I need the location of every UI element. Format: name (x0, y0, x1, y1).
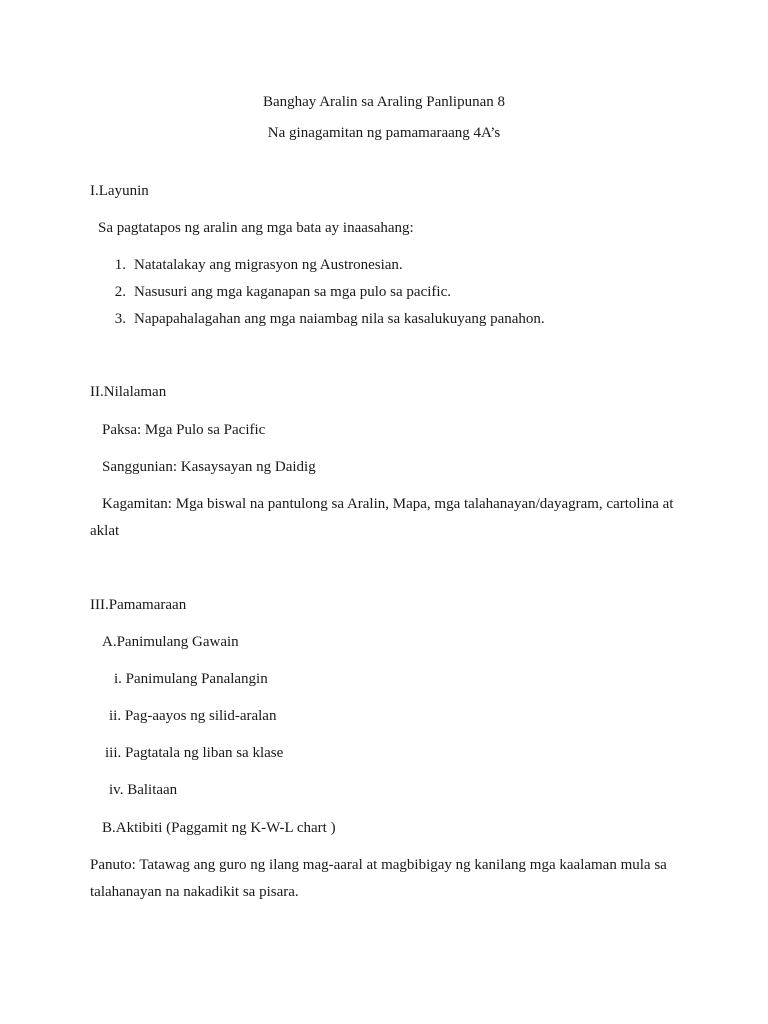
kagamitan-line: Kagamitan: Mga biswal na pantulong sa Aralin, Mapa, mga talahanayan/dayagram, cartolina at (102, 496, 674, 512)
panuto-line: Panuto: Tatawag ang guro ng ilang mag-aaral at magbibigay ng kanilang mga kaalaman mula sa (90, 857, 667, 873)
panuto-line-continued: talahanayan na nakadikit sa pisara. (90, 884, 299, 900)
list-item (104, 283, 451, 301)
list-number: 2. (114, 284, 126, 300)
section-heading-pamamaraan: III.Pamamaraan (90, 597, 187, 613)
list-number: 1. (114, 257, 126, 273)
list-item: iii. Pagtatala ng liban sa klase (105, 745, 284, 761)
list-text: Natatalakay ang migrasyon ng Austronesian. (134, 257, 403, 273)
kagamitan-line-continued: aklat (90, 523, 120, 539)
list-number: 3. (114, 311, 126, 327)
section-heading-nilalaman: II.Nilalaman (90, 384, 167, 400)
paksa-line: Paksa: Mga Pulo sa Pacific (102, 422, 266, 438)
layunin-intro: Sa pagtatapos ng aralin ang mga bata ay inaasahang: (98, 220, 414, 236)
subsection-heading-b: B.Aktibiti (Paggamit ng K-W-L chart ) (102, 820, 336, 836)
list-item: ii. Pag-aayos ng silid-aralan (109, 708, 277, 724)
list-text: Nasusuri ang mga kaganapan sa mga pulo sa pacific. (134, 284, 451, 300)
document-subtitle: Na ginagamitan ng pamamaraang 4A’s (267, 125, 501, 141)
list-item (104, 310, 545, 328)
sanggunian-line: Sanggunian: Kasaysayan ng Daidig (102, 459, 316, 475)
list-text: Napapahalagahan ang mga naiambag nila sa kasalukuyang panahon. (134, 311, 545, 327)
document-title: Banghay Aralin sa Araling Panlipunan 8 (262, 94, 506, 110)
list-item: iv. Balitaan (109, 782, 178, 798)
section-heading-layunin: I.Layunin (90, 183, 149, 199)
list-item (104, 256, 403, 274)
list-item: i. Panimulang Panalangin (114, 671, 268, 687)
subsection-heading-a: A.Panimulang Gawain (102, 634, 239, 650)
